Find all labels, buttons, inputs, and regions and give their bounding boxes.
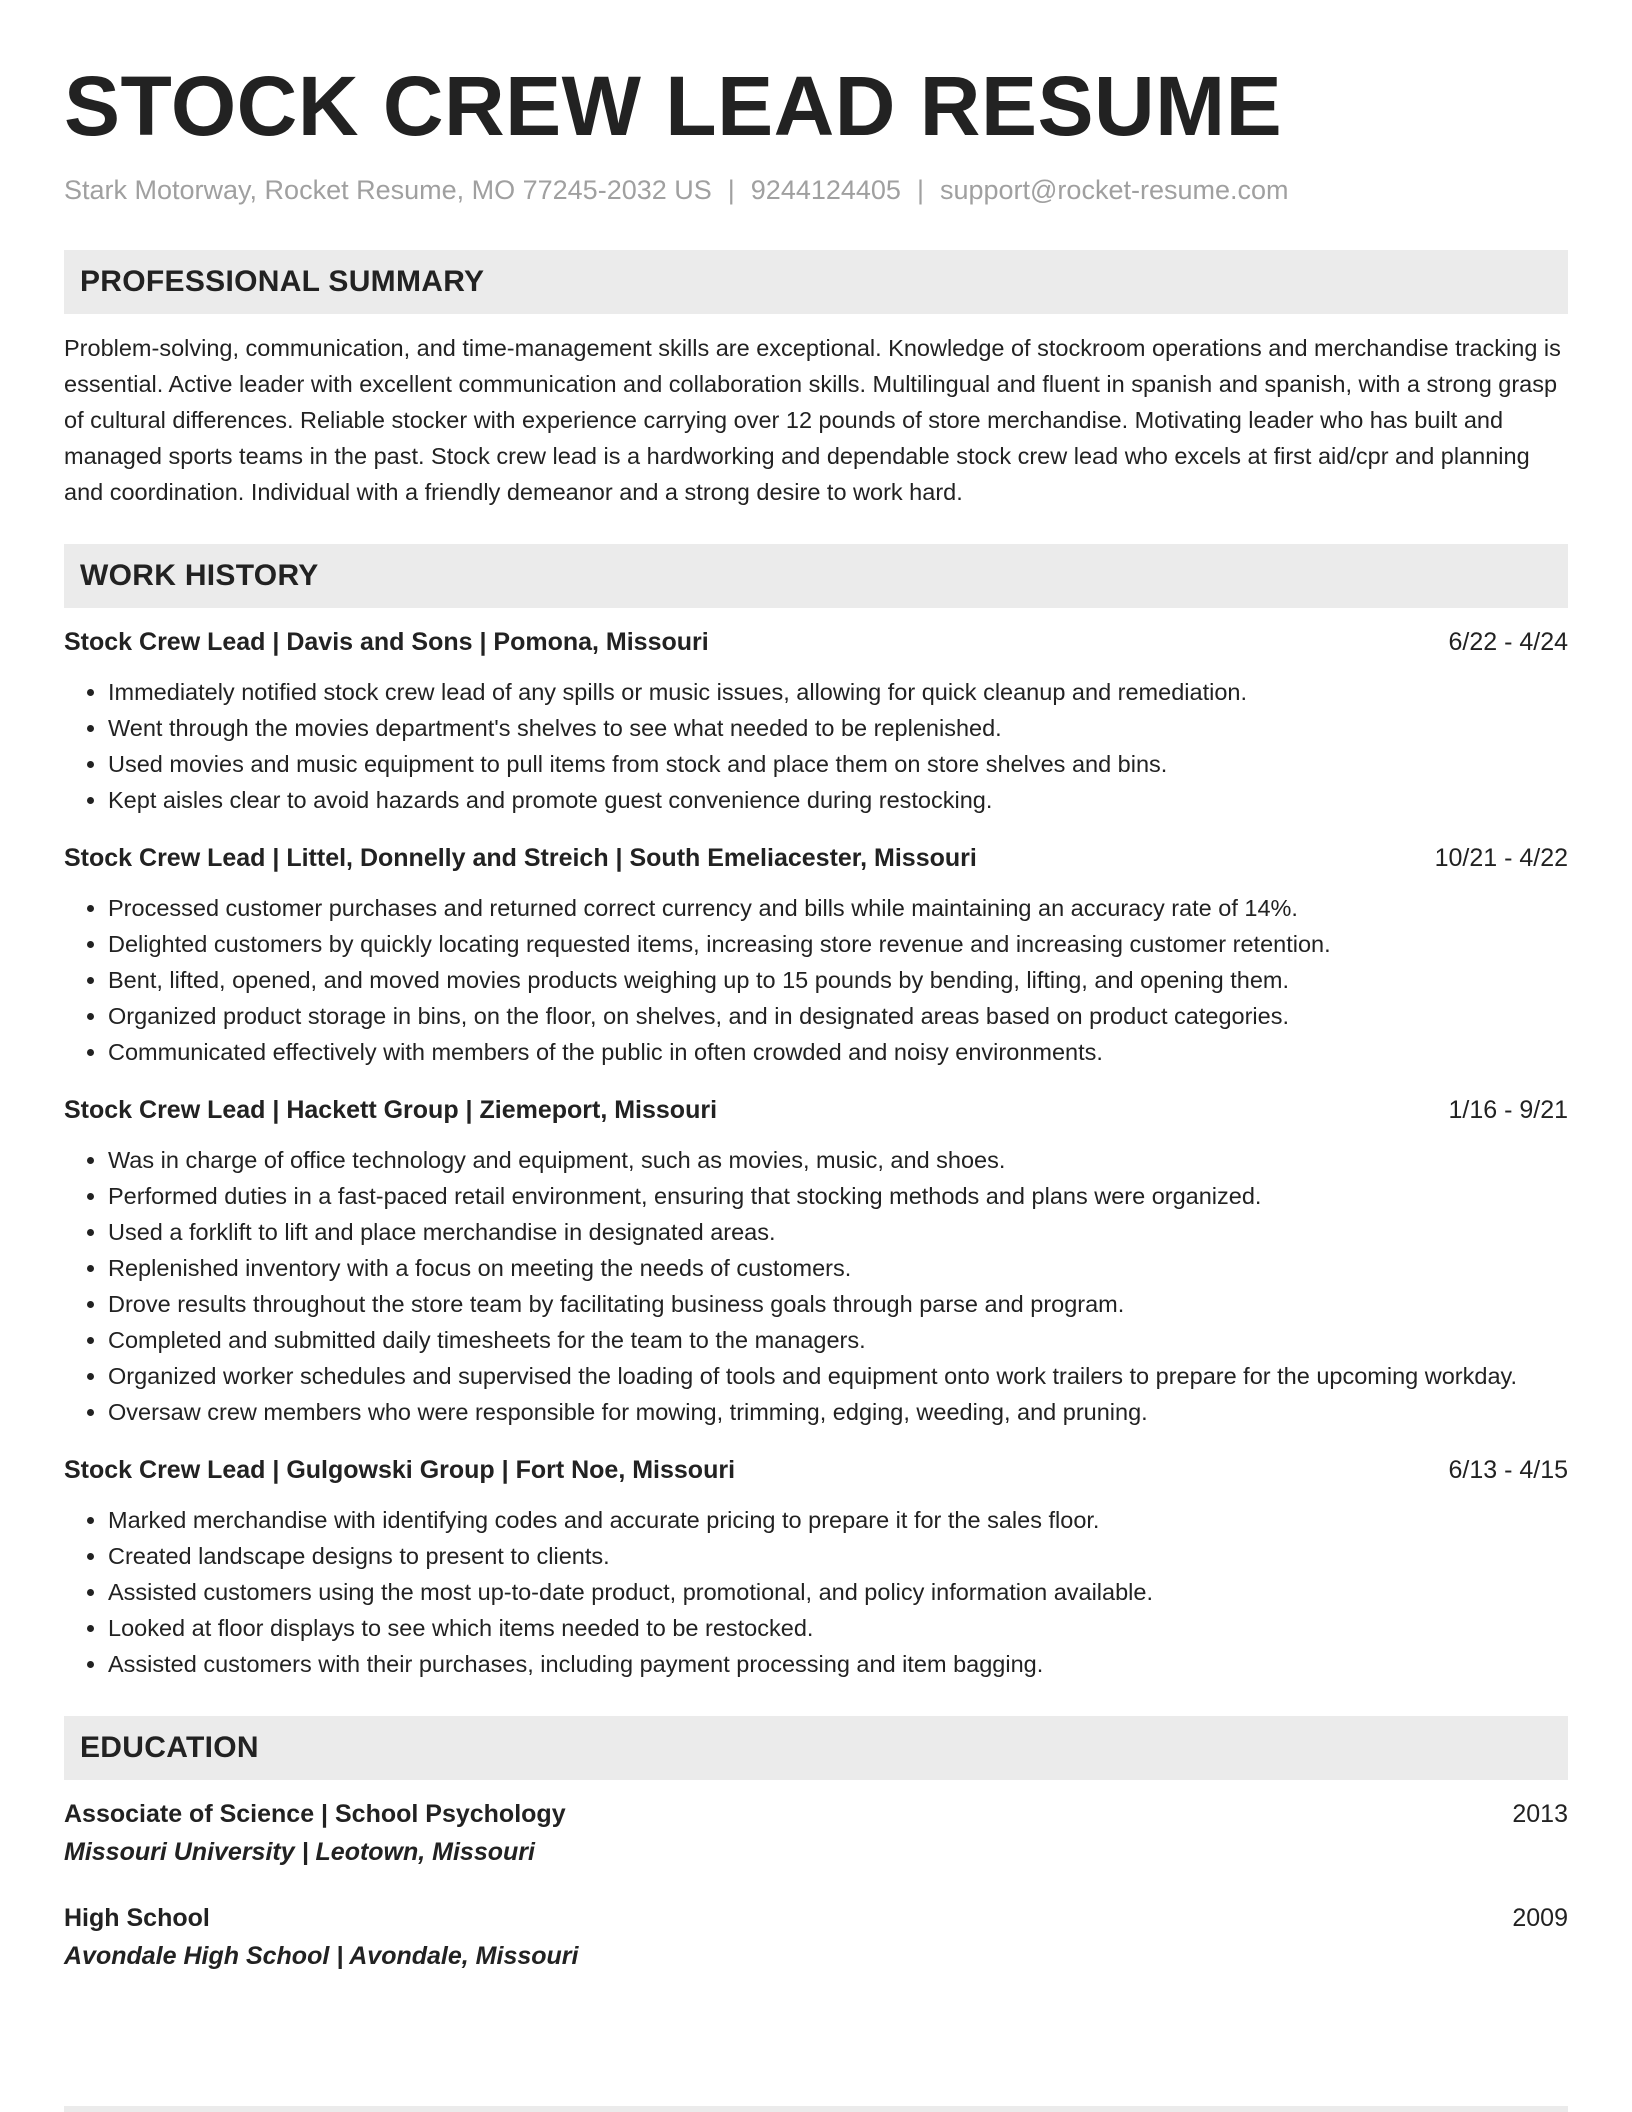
job-bullets: [64, 674, 1568, 818]
education-degree: High School: [64, 1904, 210, 1932]
summary-text: Problem-solving, communication, and time-management skills are exceptional. Knowledge of stockroom operations and merchandise tracking is essential. Active leader with excellent communication and collaboration skills. Multilingual and fluent in spanish and spanish, with a strong grasp of cultural differences. Reliable stocker with experience carrying over 12 pounds of store merchandise. Motivating leader who has built and managed sports teams in the past. Stock crew lead is a hardworking and dependable stock crew lead who excels at first aid/cpr and planning and coordination. Individual with a friendly demeanor and a strong desire to work hard.: [64, 335, 1561, 505]
job-entry: [64, 840, 1568, 1070]
education-section: [64, 1716, 1568, 1976]
job-dates: 6/13 - 4/15: [1448, 1456, 1568, 1484]
job-title: Stock Crew Lead | Gulgowski Group | Fort Noe, Missouri: [64, 1456, 736, 1484]
resume-page: [64, 0, 1568, 1976]
job-bullet: • Drove results throughout the store team by facilitating business goals through parse and program.: [108, 1286, 1568, 1322]
job-header: [64, 1452, 1568, 1488]
contact-address: Stark Motorway, Rocket Resume, MO 77245-2032 US: [64, 175, 712, 205]
job-bullet: • Created landscape designs to present to clients.: [108, 1538, 1568, 1574]
job-bullet: • Used a forklift to lift and place merchandise in designated areas.: [108, 1214, 1568, 1250]
job-bullet: • Looked at floor displays to see which items needed to be restocked.: [108, 1610, 1568, 1646]
job-bullet: • Immediately notified stock crew lead of any spills or music issues, allowing for quick cleanup and remediation.: [108, 674, 1568, 710]
job-bullet: • Communicated effectively with members of the public in often crowded and noisy environments.: [108, 1034, 1568, 1070]
job-bullet: • Assisted customers using the most up-to-date product, promotional, and policy information available.: [108, 1574, 1568, 1610]
education-year: 2013: [1512, 1800, 1568, 1828]
job-bullet: • Organized product storage in bins, on the floor, on shelves, and in designated areas based on product categories.: [108, 998, 1568, 1034]
resume-title: STOCK CREW LEAD RESUME: [64, 59, 1283, 153]
job-bullet: • Processed customer purchases and returned correct currency and bills while maintaining an accuracy rate of 14%.: [108, 890, 1568, 926]
work-history-section: [64, 544, 1568, 1682]
contact-separator: |: [916, 175, 924, 205]
summary-heading: PROFESSIONAL SUMMARY: [64, 250, 1568, 314]
job-bullet: • Completed and submitted daily timesheets for the team to the managers.: [108, 1322, 1568, 1358]
job-bullet: • Marked merchandise with identifying codes and accurate pricing to prepare it for the sales floor.: [108, 1502, 1568, 1538]
contact-email: support@rocket-resume.com: [939, 175, 1289, 205]
education-header: [64, 1900, 1568, 1936]
job-dates: 10/21 - 4/22: [1434, 844, 1568, 872]
job-bullet: • Organized worker schedules and supervised the loading of tools and equipment onto work trailers to prepare for the upcoming workday.: [108, 1358, 1568, 1394]
job-bullet: • Delighted customers by quickly locating requested items, increasing store revenue and increasing customer retention.: [108, 926, 1568, 962]
job-title: Stock Crew Lead | Littel, Donnelly and Streich | South Emeliacester, Missouri: [64, 844, 977, 872]
job-bullet: • Oversaw crew members who were responsible for mowing, trimming, edging, weeding, and pruning.: [108, 1394, 1568, 1430]
job-header: [64, 840, 1568, 876]
job-dates: 1/16 - 9/21: [1448, 1096, 1568, 1124]
contact-line: [64, 170, 1568, 210]
job-bullet: • Kept aisles clear to avoid hazards and promote guest convenience during restocking.: [108, 782, 1568, 818]
summary-section: [64, 250, 1568, 510]
job-bullet: • Was in charge of office technology and equipment, such as movies, music, and shoes.: [108, 1142, 1568, 1178]
education-entry: [64, 1900, 1568, 1976]
job-title: Stock Crew Lead | Hackett Group | Ziemeport, Missouri: [64, 1096, 718, 1124]
education-header: [64, 1796, 1568, 1832]
education-entry: [64, 1796, 1568, 1872]
job-bullets: [64, 1502, 1568, 1682]
job-bullets: [64, 1142, 1568, 1430]
education-school: Avondale High School | Avondale, Missouri: [64, 1942, 579, 1970]
contact-phone: 9244124405: [750, 175, 901, 205]
next-section-bar: [64, 2106, 1568, 2112]
education-year: 2009: [1512, 1904, 1568, 1932]
education-school: Missouri University | Leotown, Missouri: [64, 1838, 535, 1866]
education-heading: EDUCATION: [64, 1716, 1568, 1780]
job-title: Stock Crew Lead | Davis and Sons | Pomona, Missouri: [64, 628, 709, 656]
work-history-heading: WORK HISTORY: [64, 544, 1568, 608]
job-entry: [64, 624, 1568, 818]
job-bullet: • Went through the movies department's shelves to see what needed to be replenished.: [108, 710, 1568, 746]
job-entry: [64, 1092, 1568, 1430]
job-bullet: • Used movies and music equipment to pull items from stock and place them on store shelves and bins.: [108, 746, 1568, 782]
job-bullet: • Assisted customers with their purchases, including payment processing and item bagging.: [108, 1646, 1568, 1682]
contact-separator: |: [727, 175, 735, 205]
job-header: [64, 1092, 1568, 1128]
job-header: [64, 624, 1568, 660]
job-bullet: • Bent, lifted, opened, and moved movies products weighing up to 15 pounds by bending, lifting, and opening them.: [108, 962, 1568, 998]
job-dates: 6/22 - 4/24: [1448, 628, 1568, 656]
job-bullets: [64, 890, 1568, 1070]
job-entry: [64, 1452, 1568, 1682]
job-bullet: • Replenished inventory with a focus on meeting the needs of customers.: [108, 1250, 1568, 1286]
job-bullet: • Performed duties in a fast-paced retail environment, ensuring that stocking methods and plans were organized.: [108, 1178, 1568, 1214]
education-degree: Associate of Science | School Psychology: [64, 1800, 566, 1828]
